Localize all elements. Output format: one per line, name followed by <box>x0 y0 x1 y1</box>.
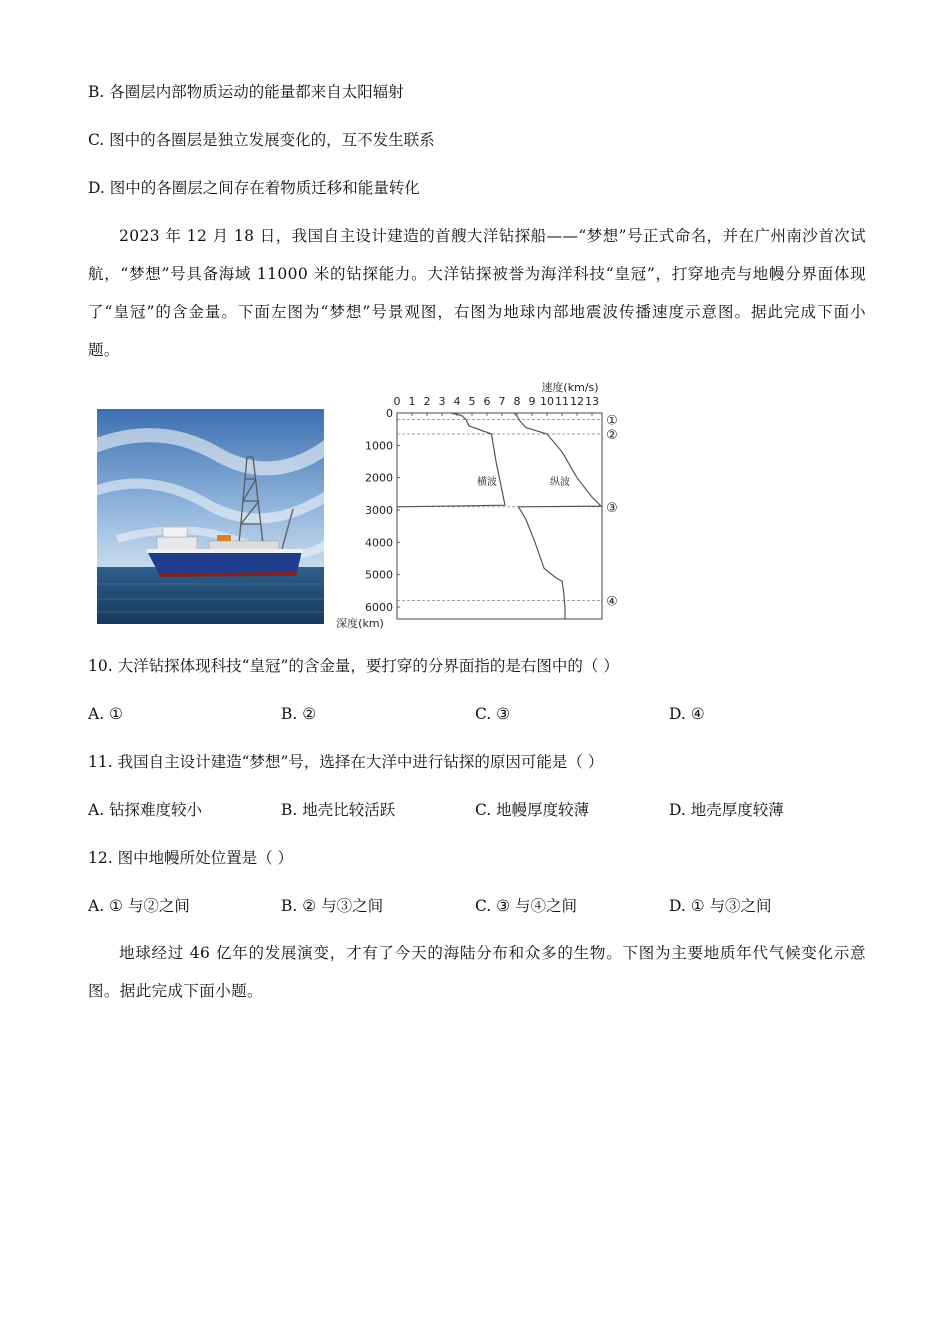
x-axis-label: 速度(km/s) <box>541 381 599 394</box>
x-tick-label-12: 12 <box>570 395 584 408</box>
x-tick-label-13: 13 <box>585 395 599 408</box>
question-12-option-d: D. ① 与③之间 <box>669 897 772 915</box>
question-10-stem: 10. 大洋钻探体现科技“皇冠”的含金量，要打穿的分界面指的是右图中的（ ） <box>88 657 619 675</box>
question-12-option-a: A. ① 与②之间 <box>88 897 190 915</box>
option-c-prev: C. 图中的各圈层是独立发展变化的，互不发生联系 <box>88 131 435 149</box>
question-11-option-b: B. 地壳比较活跃 <box>281 801 396 819</box>
x-tick-label-0: 0 <box>393 395 401 408</box>
x-tick-label-1: 1 <box>408 395 416 408</box>
series-label-1: 横波 <box>477 477 497 488</box>
x-tick-label-3: 3 <box>438 395 446 408</box>
x-tick-label-10: 10 <box>540 395 554 408</box>
y-tick-label-2: 2000 <box>365 471 393 485</box>
option-d-prev: D. 图中的各圈层之间存在着物质迁移和能量转化 <box>88 179 420 197</box>
y-tick-label-4: 4000 <box>365 536 393 550</box>
drill-ship-photo <box>97 409 324 624</box>
y-tick-label-6: 6000 <box>365 601 393 615</box>
series-label-2: 纵波 <box>550 477 570 488</box>
passage-1: 2023 年 12 月 18 日，我国自主设计建造的首艘大洋钻探船——“梦想”号正式命名，并在广州南沙首次试航，“梦想”号具备海域 11000 米的钻探能力。大洋钻探被誉为海洋科技“皇冠”，打穿地壳与地幔分界面体现了“皇冠”的含金量。下面左图为“梦想”号景观图，右图为地球内部地震波传播速度示意图。据此完成下面小题。 <box>88 227 866 359</box>
chart-frame <box>397 413 602 619</box>
question-10-option-b: B. ② <box>281 705 317 723</box>
question-11-option-d: D. 地壳厚度较薄 <box>669 801 784 819</box>
x-tick-label-5: 5 <box>468 395 476 408</box>
x-tick-label-4: 4 <box>453 395 461 408</box>
x-tick-label-8: 8 <box>513 395 521 408</box>
boundary-label-2: ② <box>606 428 618 444</box>
boundary-label-3: ③ <box>606 500 618 516</box>
question-12-option-c: C. ③ 与④之间 <box>475 897 577 915</box>
boundary-label-4: ④ <box>606 594 618 610</box>
y-tick-label-1: 1000 <box>365 439 393 453</box>
x-tick-label-9: 9 <box>528 395 536 408</box>
question-11-stem: 11. 我国自主设计建造“梦想”号，选择在大洋中进行钻探的原因可能是（ ） <box>88 753 604 771</box>
series-line-1 <box>397 413 505 507</box>
question-11-option-c: C. 地幔厚度较薄 <box>475 801 590 819</box>
x-tick-label-11: 11 <box>555 395 569 408</box>
y-tick-label-0: 0 <box>386 407 393 420</box>
question-10-option-d: D. ④ <box>669 705 705 723</box>
x-tick-label-6: 6 <box>483 395 491 408</box>
question-12-option-b: B. ② 与③之间 <box>281 897 384 915</box>
x-tick-label-7: 7 <box>498 395 506 408</box>
question-10-option-a: A. ① <box>88 705 123 723</box>
y-tick-label-3: 3000 <box>365 504 393 518</box>
question-12-stem: 12. 图中地幔所处位置是（ ） <box>88 849 294 867</box>
y-tick-label-5: 5000 <box>365 568 393 582</box>
question-11-option-a: A. 钻探难度较小 <box>88 801 203 819</box>
question-10-option-c: C. ③ <box>475 705 511 723</box>
boundary-label-1: ① <box>606 413 618 429</box>
x-tick-label-2: 2 <box>423 395 431 408</box>
y-axis-label: 深度(km) <box>336 617 384 630</box>
option-b-prev: B. 各圈层内部物质运动的能量都来自太阳辐射 <box>88 83 404 101</box>
passage-2: 地球经过 46 亿年的发展演变，才有了今天的海陆分布和众多的生物。下图为主要地质年代气候变化示意图。据此完成下面小题。 <box>88 944 866 1000</box>
seismic-velocity-chart <box>330 376 630 634</box>
series-line-2 <box>514 413 601 619</box>
